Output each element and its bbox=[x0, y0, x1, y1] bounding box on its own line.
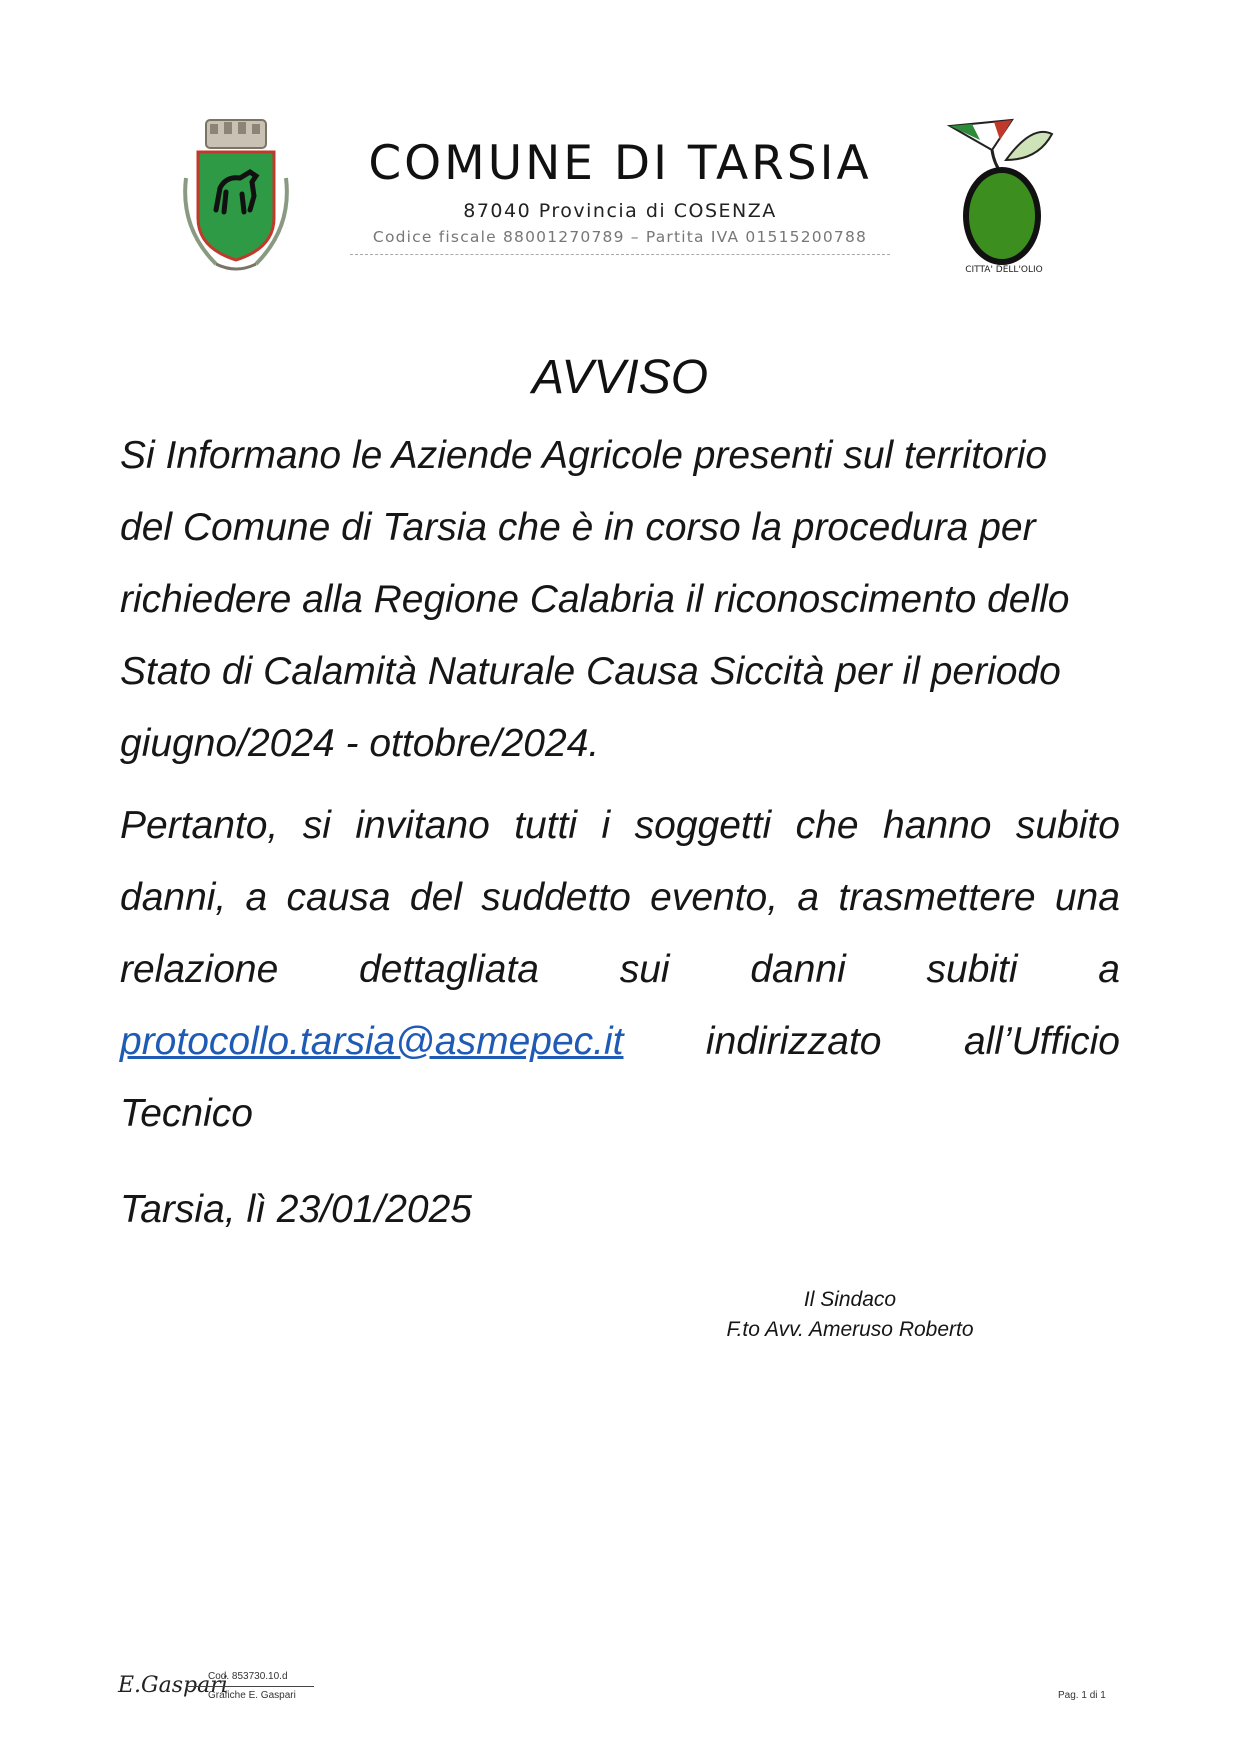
signature-name: F.to Avv. Ameruso Roberto bbox=[726, 1318, 974, 1341]
notice-heading: AVVISO bbox=[531, 351, 709, 404]
notice-paragraph-2 bbox=[120, 790, 1120, 1150]
printer-logo: E.Gaspari bbox=[118, 1673, 228, 1698]
word: hanno bbox=[883, 804, 992, 847]
word: Pertanto, bbox=[120, 804, 279, 847]
word: trasmettere bbox=[838, 876, 1036, 919]
word: relazione bbox=[120, 948, 279, 991]
word: danni bbox=[750, 948, 846, 991]
paragraph-line: Stato di Calamità Naturale Causa Siccità per il periodo bbox=[120, 650, 1061, 693]
page-number: Pag. 1 di 1 bbox=[1058, 1690, 1106, 1701]
word: danni, bbox=[120, 876, 227, 919]
email-link[interactable]: protocollo.tarsia@asmepec.it bbox=[120, 1020, 624, 1063]
word: a bbox=[1098, 948, 1120, 991]
word: a bbox=[797, 876, 820, 919]
word: subiti bbox=[926, 948, 1018, 991]
word: a bbox=[245, 876, 268, 919]
footer-company: Grafiche E. Gaspari bbox=[208, 1690, 296, 1701]
footer-divider bbox=[186, 1686, 314, 1687]
word: invitano bbox=[355, 804, 490, 847]
word: del bbox=[409, 876, 462, 919]
word: dettagliata bbox=[359, 948, 539, 991]
paragraph-line: richiedere alla Regione Calabria il riconoscimento dello bbox=[120, 578, 1070, 621]
municipal-crest-icon bbox=[176, 118, 296, 276]
municipality-province: 87040 Provincia di COSENZA bbox=[463, 200, 777, 222]
word: indirizzato bbox=[705, 1020, 882, 1063]
fiscal-codes: Codice fiscale 88001270789 – Partita IVA 01515200788 bbox=[372, 228, 868, 246]
notice-paragraph-1 bbox=[120, 420, 1120, 780]
signature-block bbox=[680, 1285, 1020, 1345]
word: suddetto bbox=[481, 876, 631, 919]
paragraph-line: giugno/2024 - ottobre/2024. bbox=[120, 722, 600, 765]
header-divider bbox=[350, 254, 890, 255]
word: subito bbox=[1015, 804, 1120, 847]
paragraph-line bbox=[120, 790, 1120, 862]
word: si bbox=[302, 804, 331, 847]
word: sui bbox=[619, 948, 670, 991]
paragraph-line: del Comune di Tarsia che è in corso la procedura per bbox=[120, 506, 1036, 549]
word: causa bbox=[286, 876, 391, 919]
notice-date: Tarsia, lì 23/01/2025 bbox=[120, 1188, 472, 1231]
paragraph-line bbox=[120, 1006, 1120, 1078]
signature-role: Il Sindaco bbox=[803, 1288, 897, 1311]
letterhead bbox=[350, 136, 890, 255]
word: soggetti bbox=[634, 804, 772, 847]
word: all’Ufficio bbox=[963, 1020, 1120, 1063]
word: i bbox=[601, 804, 611, 847]
olive-emblem-icon bbox=[942, 116, 1066, 276]
paragraph-line: Tecnico bbox=[120, 1092, 253, 1135]
footer-code: Cod. 853730.10.d bbox=[208, 1671, 288, 1682]
paragraph-line bbox=[120, 862, 1120, 934]
word: che bbox=[795, 804, 859, 847]
paragraph-line: Si Informano le Aziende Agricole presenti sul territorio bbox=[120, 434, 1048, 477]
word: una bbox=[1054, 876, 1120, 919]
word: evento, bbox=[650, 876, 779, 919]
paragraph-line bbox=[120, 934, 1120, 1006]
olive-emblem-caption: CITTA' DELL'OLIO bbox=[965, 265, 1043, 275]
municipality-title: COMUNE DI TARSIA bbox=[368, 136, 872, 191]
word: tutti bbox=[514, 804, 578, 847]
